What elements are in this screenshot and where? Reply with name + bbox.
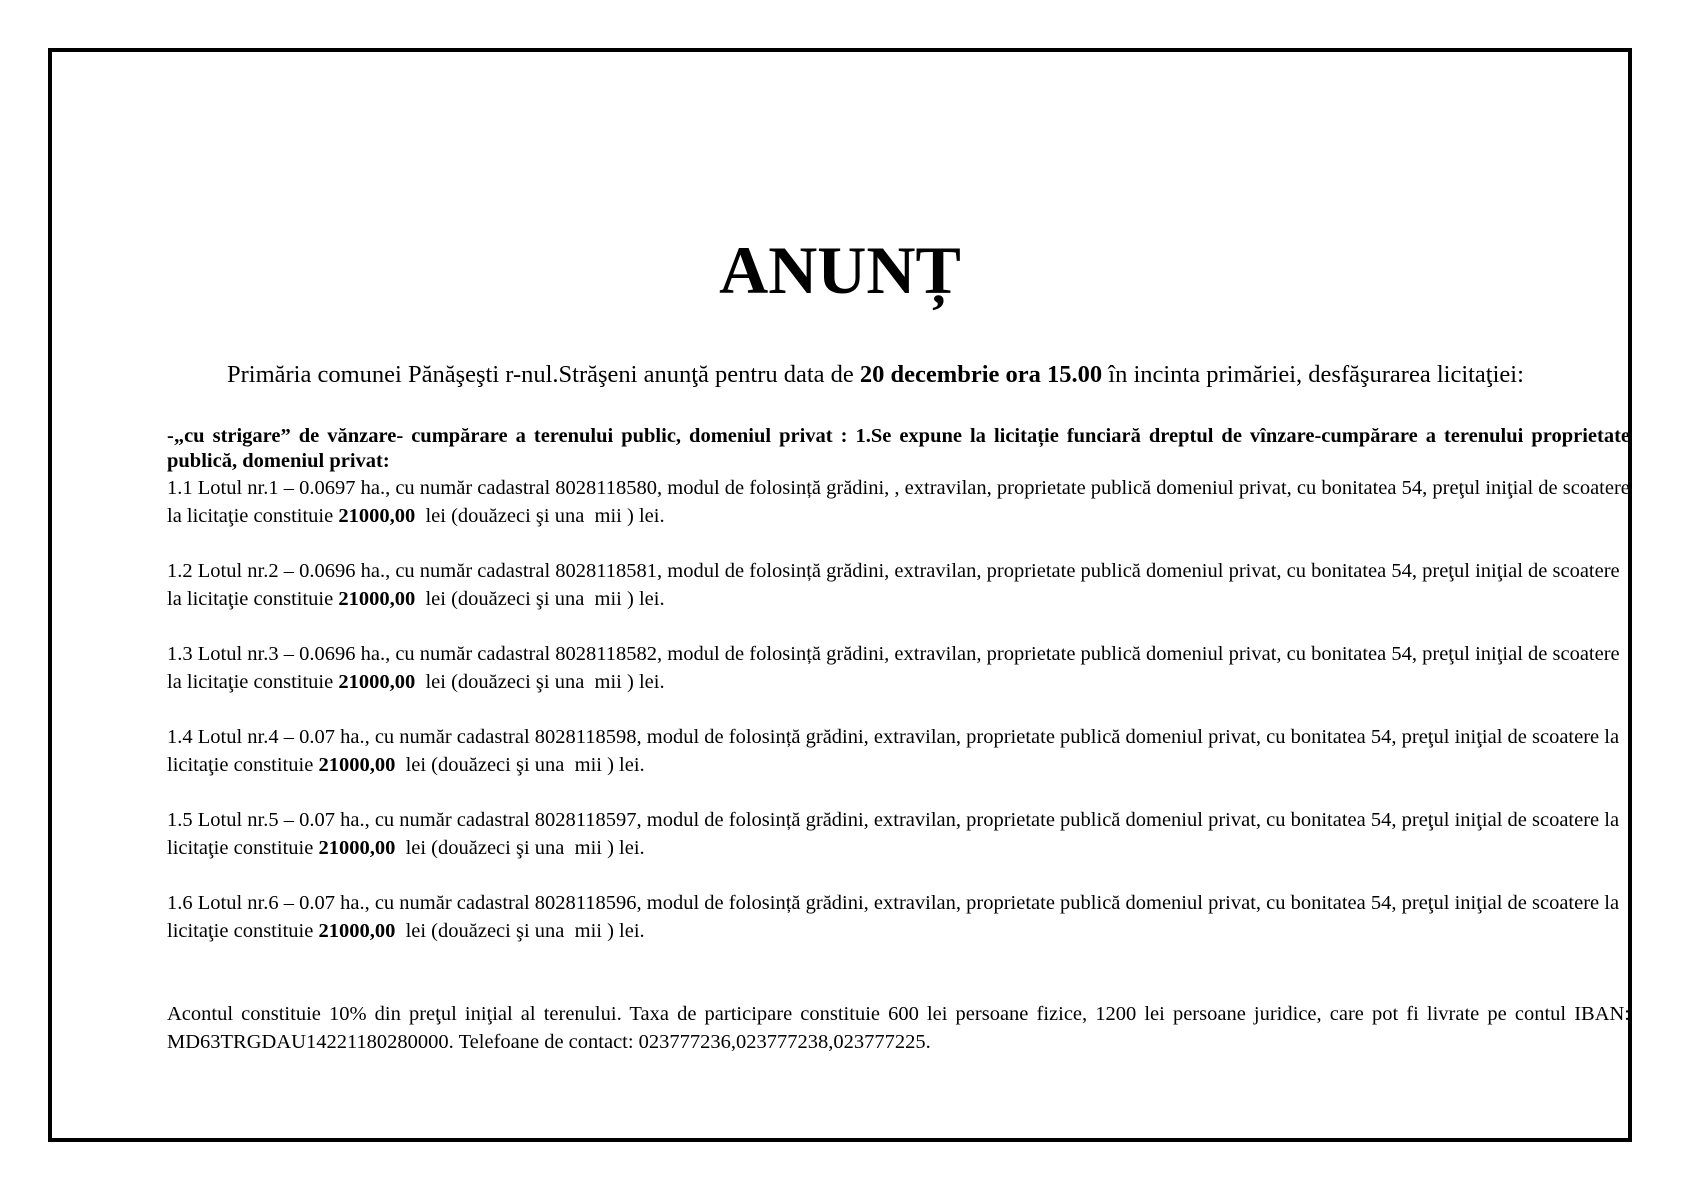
lot-price-words: lei (douăzeci şi una mii ) lei. [415,671,665,693]
lot-price-words: lei (douăzeci şi una mii ) lei. [415,505,665,527]
lot-item [167,474,1630,530]
intro-paragraph [167,360,1630,390]
lot-description: 1.5 Lotul nr.5 – 0.07 ha., cu număr cadastral 8028118597, modul de folosință grădini, extravilan, proprietate publică domeniul privat, cu bonitatea 54, preţul iniţial de scoatere la licitaţie constituie [167,809,1620,859]
lot-description: 1.4 Lotul nr.4 – 0.07 ha., cu număr cadastral 8028118598, modul de folosință grădini, extravilan, proprietate publică domeniul privat, cu bonitatea 54, preţul iniţial de scoatere la licitaţie constituie [167,726,1620,776]
auction-date: 20 decembrie ora 15.00 [859,361,1103,388]
lot-description: 1.2 Lotul nr.2 – 0.0696 ha., cu număr cadastral 8028118581, modul de folosință grădini, extravilan, proprietate publică domeniul privat, cu bonitatea 54, preţul iniţial de scoatere la licitaţie constituie [167,560,1620,610]
lot-item [167,723,1630,779]
lot-price-words: lei (douăzeci şi una mii ) lei. [395,837,645,859]
lot-description: 1.1 Lotul nr.1 – 0.0697 ha., cu număr cadastral 8028118580, modul de folosință grădini, , extravilan, proprietate publică domeniul privat, cu bonitatea 54, preţul iniţial de scoatere la licitaţie constituie [167,477,1630,527]
payment-contact-info: Acontul constituie 10% din preţul iniţial al terenului. Taxa de participare constituie 600 lei persoane fizice, 1200 lei persoane juridice, care pot fi livrate pe contul IBAN: MD63TRGDAU14221180280000. Telefoane de contact: 023777236,023777238,023777225. [167,1003,1630,1053]
lot-price: 21000,00 [318,754,396,776]
lot-item [167,557,1630,613]
lot-item [167,889,1630,945]
lot-price-words: lei (douăzeci şi una mii ) lei. [395,754,645,776]
lot-price-words: lei (douăzeci şi una mii ) lei. [395,920,645,942]
lot-price: 21000,00 [338,588,416,610]
lot-description: 1.3 Lotul nr.3 – 0.0696 ha., cu număr cadastral 8028118582, modul de folosință grădini, extravilan, proprietate publică domeniul privat, cu bonitatea 54, preţul iniţial de scoatere la licitaţie constituie [167,643,1620,693]
intro-text-start: Primăria comunei Pănăşeşti r-nul.Străşeni anunţă pentru data de [227,361,860,388]
lot-description: 1.6 Lotul nr.6 – 0.07 ha., cu număr cadastral 8028118596, modul de folosință grădini, extravilan, proprietate publică domeniul privat, cu bonitatea 54, preţul iniţial de scoatere la licitaţie constituie [167,892,1620,942]
lot-price-words: lei (douăzeci şi una mii ) lei. [415,588,665,610]
announcement-body [167,360,1630,1056]
document-border [48,48,1632,1142]
lot-price: 21000,00 [318,837,396,859]
intro-text-end: în incinta primăriei, desfăşurarea licitaţiei: [1102,361,1524,388]
page-title: ANUNȚ [719,232,961,308]
lot-item [167,806,1630,862]
lot-price: 21000,00 [338,505,416,527]
auction-heading: -„cu strigare” de vănzare- cumpărare a terenului public, domeniul privat : 1.Se expune la licitație funciară dreptul de vînzare-cumpărare a terenului proprietate publică, domeniul privat: [167,425,1630,472]
lot-price: 21000,00 [338,671,416,693]
lot-price: 21000,00 [318,920,396,942]
lot-item [167,640,1630,696]
